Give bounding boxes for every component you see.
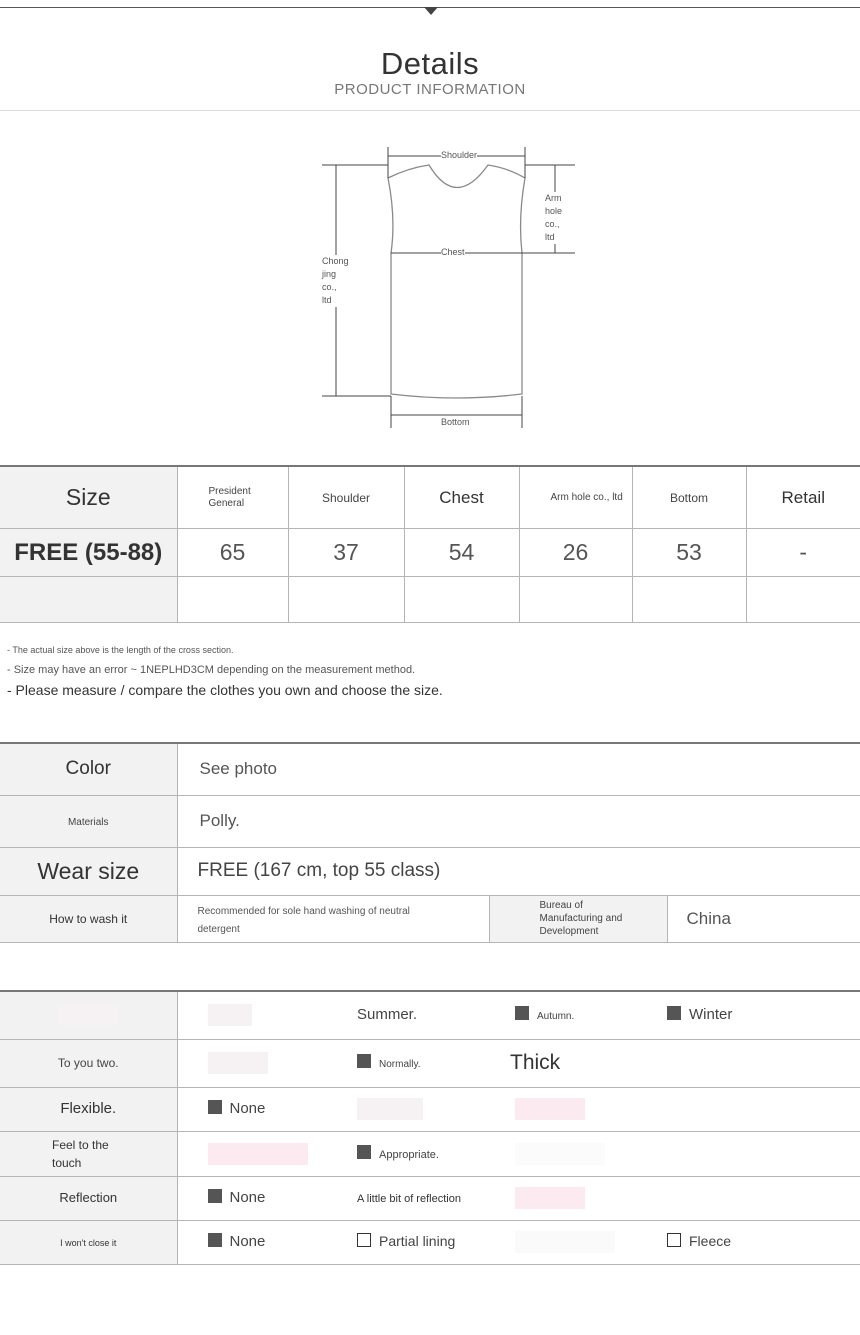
bottom-header: Bottom (632, 466, 746, 529)
checked-box-icon (357, 1054, 371, 1068)
unchecked-box-icon (667, 1233, 681, 1247)
size-header: Size (0, 466, 177, 529)
chest-header: Chest (404, 466, 519, 529)
size-header-row (0, 466, 860, 529)
feel-label: Feel to the touch (0, 1131, 177, 1176)
flexible-option-none: None (177, 1087, 327, 1131)
checked-box-icon (667, 1006, 681, 1020)
lining-row (0, 1220, 860, 1264)
size-notes (7, 640, 443, 700)
empty-cell (404, 577, 519, 623)
checked-box-icon (208, 1189, 222, 1203)
shoulder-header: Shoulder (288, 466, 404, 529)
flexible-row (0, 1087, 860, 1131)
flexible-option-3 (485, 1087, 637, 1131)
empty-cell (632, 577, 746, 623)
page-title: Details (380, 46, 480, 81)
garment-outline (388, 165, 525, 398)
note-measure: - Please measure / compare the clothes you own and choose the size. (7, 682, 443, 698)
length-header: President General (177, 466, 288, 529)
note-error: - Size may have an error ~ 1NEPLHD3CM depending on the measurement method. (7, 664, 416, 676)
fabric-attributes-table (0, 990, 860, 1265)
thickness-option-thin (177, 1039, 327, 1087)
shoulder-value: 37 (288, 529, 404, 577)
reflection-option-3 (485, 1176, 637, 1220)
thickness-option-normal: Normally. (327, 1039, 485, 1087)
thickness-option-thick: Thick (485, 1039, 860, 1087)
wear-size-value: FREE (167 cm, top 55 class) (177, 847, 860, 895)
empty-cell (637, 1176, 860, 1220)
feel-option-appropriate: Appropriate. (327, 1131, 485, 1176)
table-row (0, 743, 860, 795)
wash-label: How to wash it (0, 895, 177, 942)
empty-cell (288, 577, 404, 623)
lining-option-fleece: Fleece (637, 1220, 860, 1264)
armhole-value: 26 (519, 529, 632, 577)
flexible-option-2 (327, 1087, 485, 1131)
reflection-row (0, 1176, 860, 1220)
shoulder-label: Shoulder (441, 150, 478, 160)
bureau-label: Bureau of Manufacturing and Development (489, 895, 667, 942)
season-option-spring (177, 991, 327, 1039)
armhole-header: Arm hole co., ltd (519, 466, 632, 529)
lining-option-partial: Partial lining (327, 1220, 485, 1264)
color-value: See photo (177, 743, 860, 795)
table-row (0, 847, 860, 895)
bottom-value: 53 (632, 529, 746, 577)
feel-row (0, 1131, 860, 1176)
note-cross-section: - The actual size above is the length of the cross section. (7, 645, 234, 655)
empty-cell (637, 1087, 860, 1131)
checked-box-icon (515, 1006, 529, 1020)
empty-cell (177, 577, 288, 623)
thickness-label: To you two. (0, 1039, 177, 1087)
page-subtitle: PRODUCT INFORMATION (334, 81, 526, 98)
feel-option-3 (485, 1131, 637, 1176)
length-value: 65 (177, 529, 288, 577)
color-label: Color (0, 743, 177, 795)
empty-cell (637, 1131, 860, 1176)
lining-label: I won't close it (0, 1220, 177, 1264)
empty-cell (519, 577, 632, 623)
checked-box-icon (208, 1100, 222, 1114)
materials-value: Polly. (177, 795, 860, 847)
season-label (0, 991, 177, 1039)
table-row (0, 895, 860, 942)
reflection-label: Reflection (0, 1176, 177, 1220)
table-row (0, 577, 860, 623)
retail-header: Retail (746, 466, 860, 529)
flexible-label: Flexible. (0, 1087, 177, 1131)
armhole-label: Arm hole co., ltd (545, 193, 563, 242)
unchecked-box-icon (357, 1233, 371, 1247)
lining-option-3 (485, 1220, 637, 1264)
season-row (0, 991, 860, 1039)
table-row (0, 795, 860, 847)
wear-size-label: Wear size (0, 847, 177, 895)
chest-label: Chest (441, 247, 465, 257)
garment-diagram (0, 110, 860, 455)
down-arrow-icon (424, 7, 438, 15)
chest-value: 54 (404, 529, 519, 577)
wash-value: Recommended for sole hand washing of neutral detergent (177, 895, 489, 942)
empty-cell (0, 577, 177, 623)
thickness-row (0, 1039, 860, 1087)
season-option-winter: Winter (637, 991, 860, 1039)
checked-box-icon (357, 1145, 371, 1159)
bureau-value: China (667, 895, 860, 942)
retail-value: - (746, 529, 860, 577)
lining-option-none: None (177, 1220, 327, 1264)
season-option-autumn: Autumn. (485, 991, 637, 1039)
feel-option-1 (177, 1131, 327, 1176)
bottom-label: Bottom (441, 417, 470, 427)
reflection-option-none: None (177, 1176, 327, 1220)
season-option-summer: Summer. (327, 991, 485, 1039)
length-label: Chong jing co., ltd (322, 256, 349, 305)
empty-cell (746, 577, 860, 623)
checked-box-icon (208, 1233, 222, 1247)
materials-label: Materials (0, 795, 177, 847)
reflection-option-little: A little bit of reflection (327, 1176, 485, 1220)
size-table (0, 465, 860, 623)
product-info-table (0, 742, 860, 943)
table-row (0, 529, 860, 577)
size-value: FREE (55-88) (0, 529, 177, 577)
